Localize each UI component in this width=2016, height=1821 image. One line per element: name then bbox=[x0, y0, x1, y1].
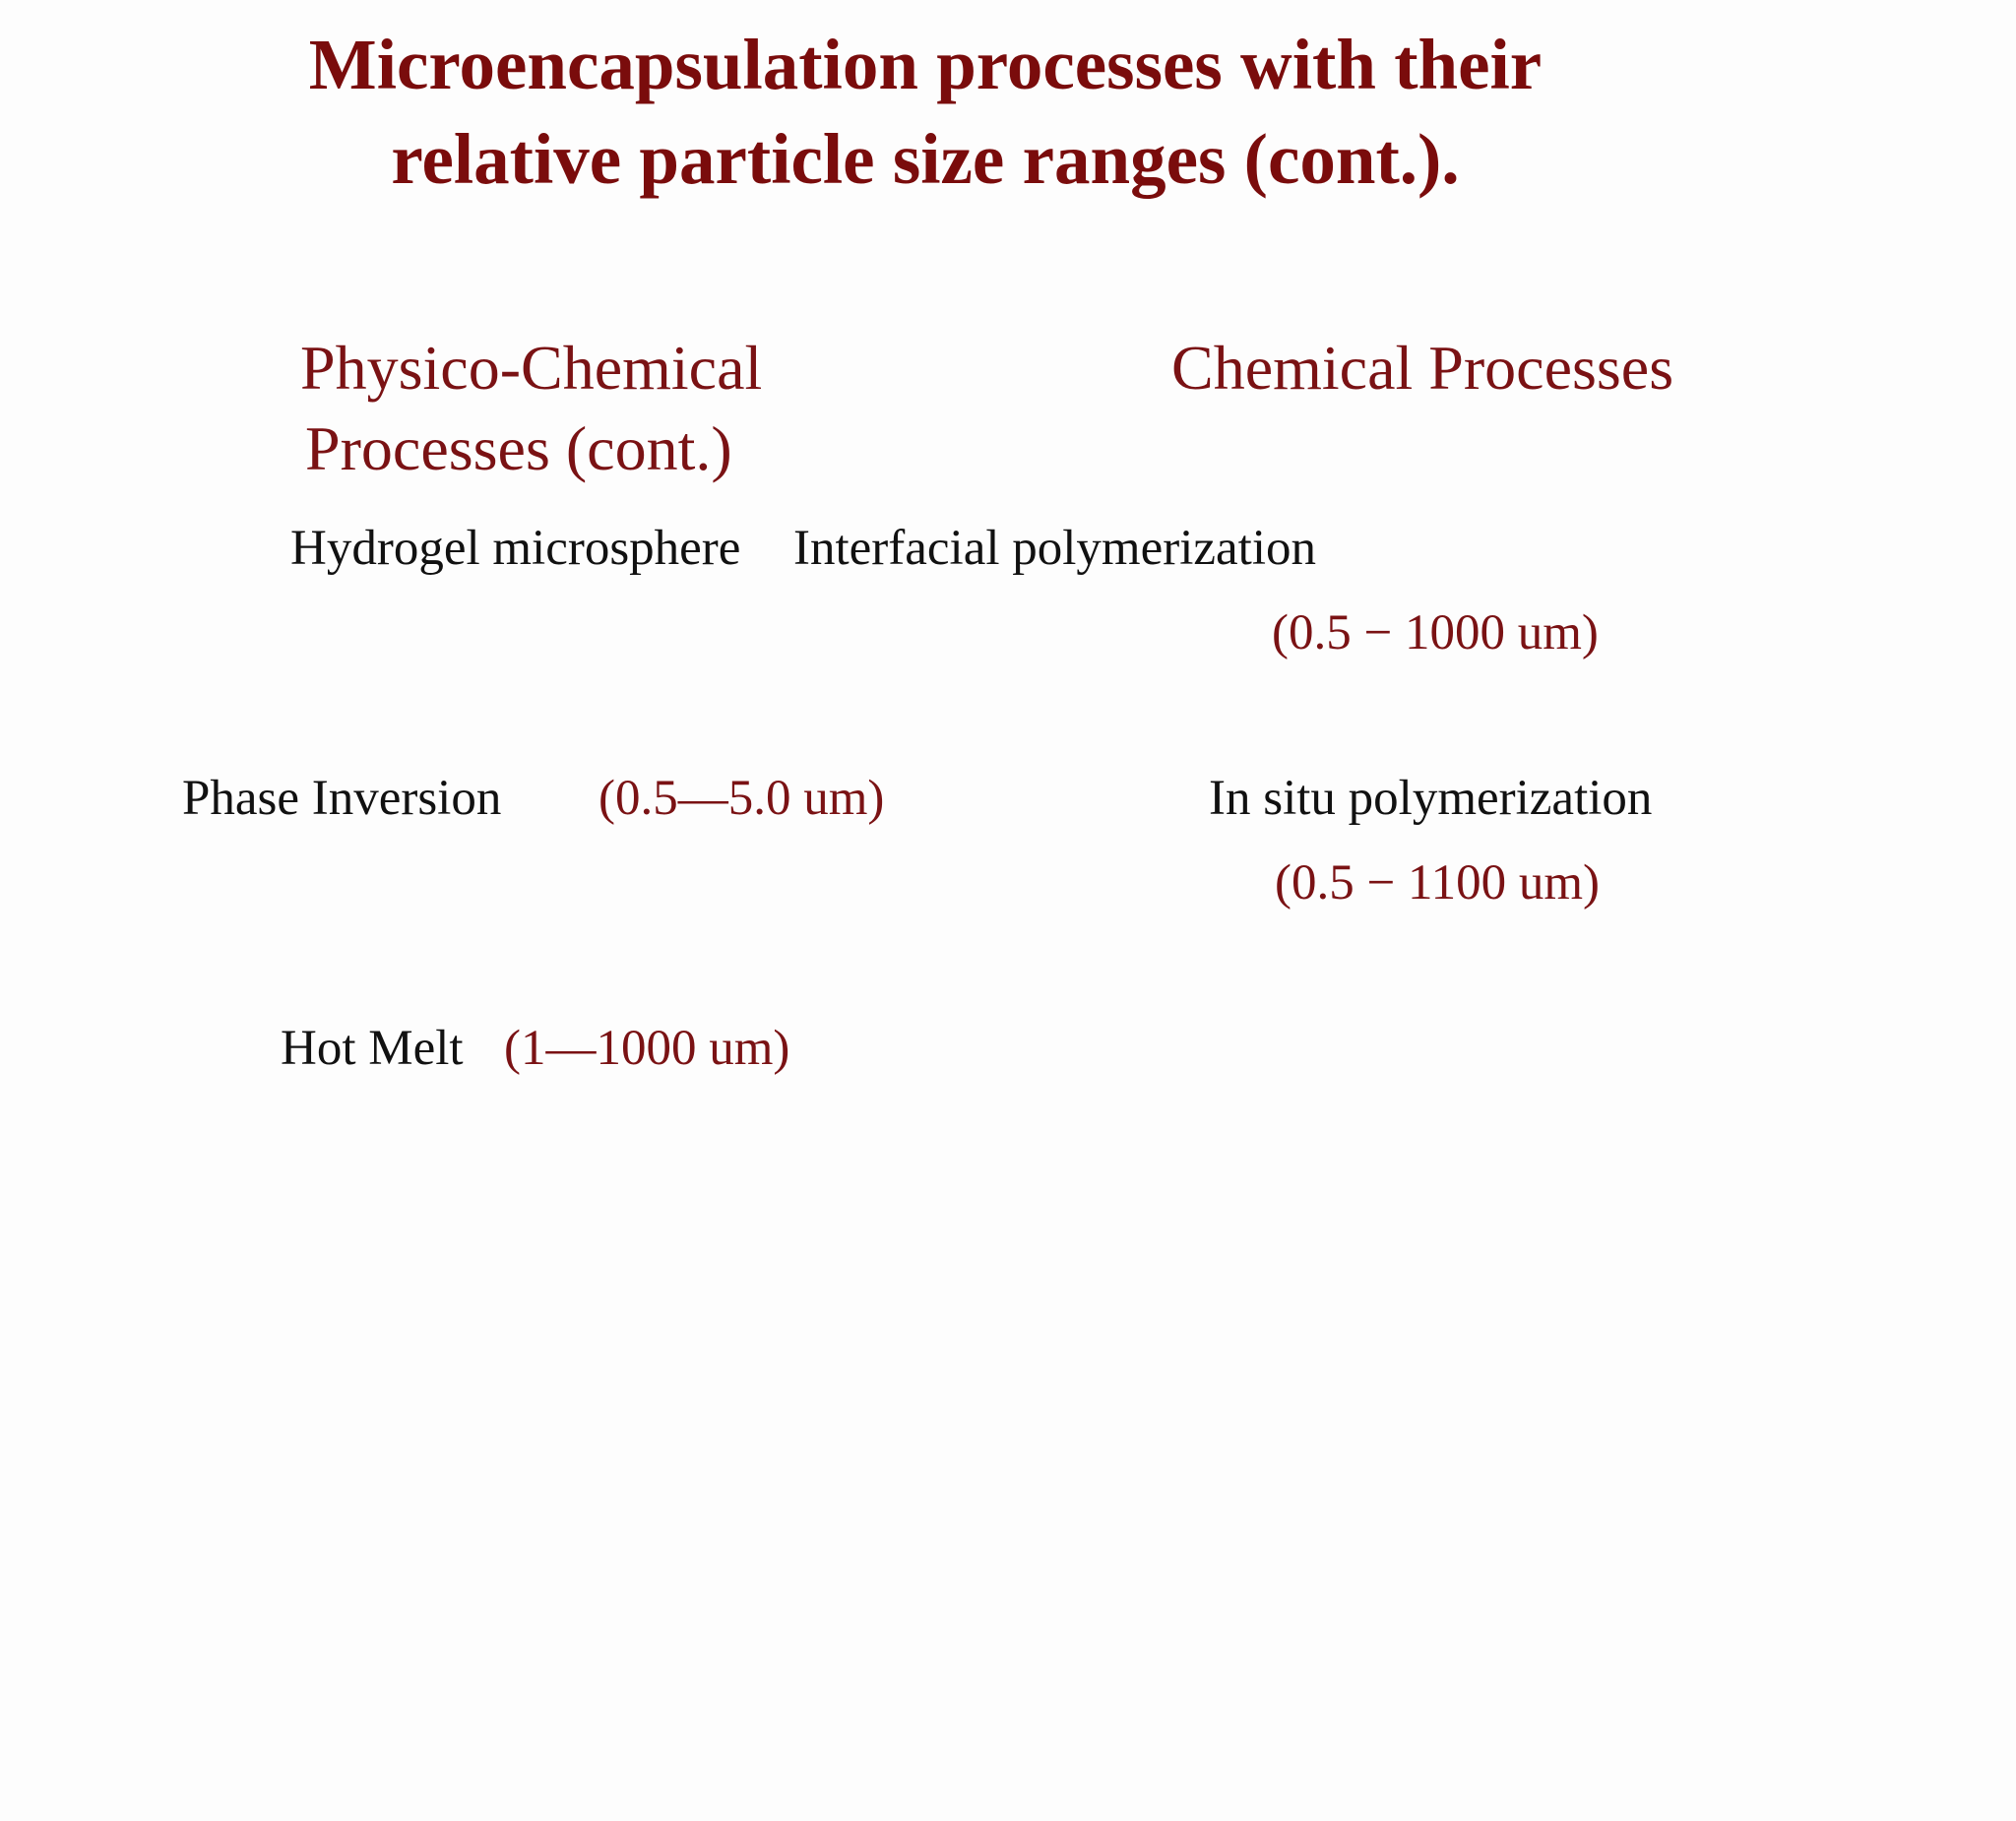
hydrogel-microsphere-label: Hydrogel microsphere bbox=[290, 521, 741, 576]
slide-title-line-2: relative particle size ranges (cont.). bbox=[391, 119, 1460, 199]
phase-inversion-label: Phase Inversion bbox=[182, 771, 502, 826]
phase-inversion-range: (0.5—5.0 um) bbox=[598, 771, 885, 826]
interfacial-polymerization-label: Interfacial polymerization bbox=[793, 521, 1316, 576]
hot-melt-range: (1—1000 um) bbox=[504, 1021, 790, 1076]
physico-chemical-heading-line-1: Physico-Chemical bbox=[300, 333, 763, 403]
slide-title-line-1: Microencapsulation processes with their bbox=[308, 25, 1543, 104]
chemical-processes-heading: Chemical Processes bbox=[1171, 333, 1674, 403]
physico-chemical-heading-line-2: Processes (cont.) bbox=[305, 413, 732, 483]
in-situ-polymerization-range: (0.5 − 1100 um) bbox=[1275, 855, 1601, 910]
hot-melt-label: Hot Melt bbox=[281, 1021, 464, 1076]
slide-title bbox=[226, 18, 1624, 207]
interfacial-polymerization-range: (0.5 − 1000 um) bbox=[1272, 605, 1599, 660]
in-situ-polymerization-label: In situ polymerization bbox=[1209, 771, 1653, 826]
